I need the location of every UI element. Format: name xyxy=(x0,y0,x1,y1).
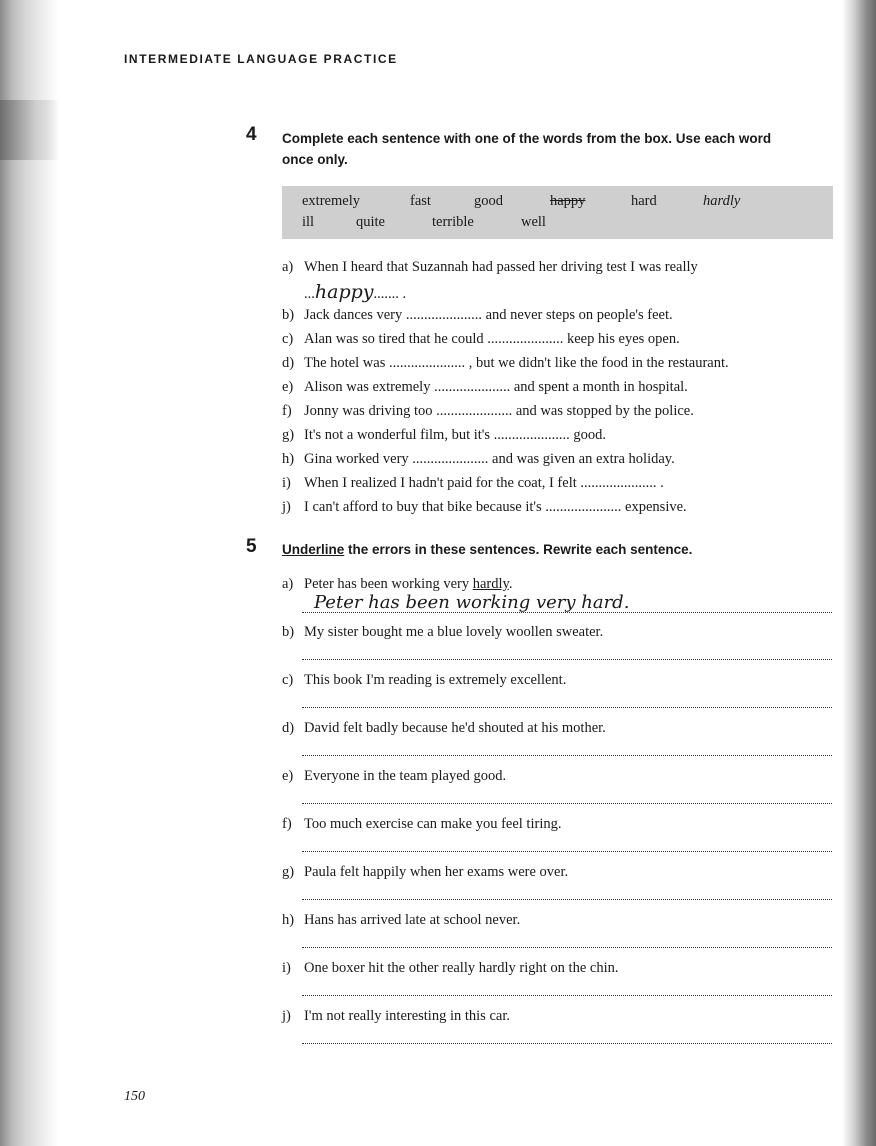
answer-line xyxy=(302,659,832,660)
item-label: b) xyxy=(282,307,295,323)
answer-line xyxy=(302,803,832,804)
ex4-item-e xyxy=(282,379,688,396)
item-text: Everyone in the team played good. xyxy=(304,768,507,784)
item-text: I'm not really interesting in this car. xyxy=(304,1008,510,1024)
word-box-word: well xyxy=(521,214,546,230)
answer-line xyxy=(302,1043,832,1044)
word-box-word: extremely xyxy=(302,193,360,209)
answer-line xyxy=(302,899,832,900)
ex5-item-h xyxy=(282,912,520,929)
ex4-item-j xyxy=(282,499,687,516)
word-box-word: ill xyxy=(302,214,315,230)
ex5-item-b xyxy=(282,624,603,641)
ex4-item-c xyxy=(282,331,680,348)
item-text: Alison was extremely ..................... and spent a month in hospital. xyxy=(304,379,688,395)
ex5-item-f xyxy=(282,816,561,833)
item-text: One boxer hit the other really hardly right on the chin. xyxy=(304,960,619,976)
exercise-5-number: 5 xyxy=(246,536,257,557)
ex5-item-i xyxy=(282,960,618,977)
answer-line xyxy=(302,707,832,708)
ex5-item-d xyxy=(282,720,606,737)
answer-dots-after: ....... . xyxy=(373,286,407,302)
answer-line xyxy=(302,947,832,948)
underlined-error: hardly xyxy=(472,576,509,592)
exercise-4-number: 4 xyxy=(246,124,257,145)
ex5-item-c xyxy=(282,672,566,689)
item-label: h) xyxy=(282,451,295,467)
ex4-item-i xyxy=(282,475,664,492)
ex4-item-b xyxy=(282,307,673,324)
item-label: d) xyxy=(282,720,295,736)
item-text: Jack dances very ..................... and never steps on people's feet. xyxy=(304,307,673,323)
ex4-item-a-answer-line xyxy=(304,281,406,303)
item-label: h) xyxy=(282,912,295,928)
page-binding-shadow-left xyxy=(0,0,58,1146)
ex4-item-a xyxy=(282,259,698,276)
ex4-item-h xyxy=(282,451,675,468)
item-label: j) xyxy=(282,1008,291,1024)
item-label: d) xyxy=(282,355,295,371)
item-text: David felt badly because he'd shouted at his mother. xyxy=(304,720,606,736)
word-box-word: fast xyxy=(410,193,431,209)
item-label: i) xyxy=(282,960,291,976)
ex4-item-d xyxy=(282,355,729,372)
word-box-word: terrible xyxy=(432,214,474,230)
word-box xyxy=(282,186,833,239)
answer-dots-before: ... xyxy=(304,286,315,302)
ex5-item-j xyxy=(282,1008,510,1025)
answer-line xyxy=(302,995,832,996)
item-text: It's not a wonderful film, but it's ..................... good. xyxy=(304,427,607,443)
item-label: f) xyxy=(282,816,292,832)
item-label: a) xyxy=(282,259,294,275)
page-edge-shadow-right xyxy=(842,0,876,1146)
item-text: I can't afford to buy that bike because it's ..................... expensive. xyxy=(304,499,687,515)
item-label: g) xyxy=(282,427,295,443)
ex5-item-g xyxy=(282,864,568,881)
word-box-word: quite xyxy=(356,214,385,230)
instruction-rest: the errors in these sentences. Rewrite each sentence. xyxy=(344,542,693,557)
item-label: a) xyxy=(282,576,294,592)
ex4-item-f xyxy=(282,403,694,420)
page-header: INTERMEDIATE LANGUAGE PRACTICE xyxy=(124,52,398,66)
item-text: The hotel was ..................... , but we didn't like the food in the restaurant. xyxy=(304,355,729,371)
item-label: f) xyxy=(282,403,292,419)
answer-line xyxy=(302,755,832,756)
ex4-item-g xyxy=(282,427,606,444)
exercise-4-instruction-line-2: once only. xyxy=(282,152,348,167)
item-text: Alan was so tired that he could ..................... keep his eyes open. xyxy=(304,331,680,347)
item-text: Paula felt happily when her exams were over. xyxy=(304,864,569,880)
item-text: Peter has been working very xyxy=(304,576,473,592)
item-label: e) xyxy=(282,768,294,784)
exercise-5-instruction xyxy=(282,539,812,560)
item-label: c) xyxy=(282,672,294,688)
word-box-word-used: happy xyxy=(550,193,586,209)
item-label: e) xyxy=(282,379,294,395)
item-text: When I heard that Suzannah had passed her driving test I was really xyxy=(304,259,698,275)
word-box-word: hardly xyxy=(703,193,741,209)
answer-line xyxy=(302,851,832,852)
ex5-item-a xyxy=(282,576,512,593)
handwritten-answer: Peter has been working very hard. xyxy=(314,592,630,613)
item-label: c) xyxy=(282,331,294,347)
item-text: This book I'm reading is extremely excellent. xyxy=(304,672,567,688)
exercise-4-instruction xyxy=(282,128,812,170)
instruction-underline-word: Underline xyxy=(282,542,345,557)
word-box-word: good xyxy=(474,193,503,209)
item-text: Jonny was driving too ..................... and was stopped by the police. xyxy=(304,403,694,419)
item-label: g) xyxy=(282,864,295,880)
answer-line xyxy=(302,612,832,613)
item-label: j) xyxy=(282,499,291,515)
item-text: My sister bought me a blue lovely woollen sweater. xyxy=(304,624,604,640)
page-number: 150 xyxy=(124,1089,145,1104)
item-label: b) xyxy=(282,624,295,640)
item-text: Hans has arrived late at school never. xyxy=(304,912,521,928)
item-text-end: . xyxy=(508,576,513,592)
item-label: i) xyxy=(282,475,291,491)
exercise-4-instruction-line-1: Complete each sentence with one of the words from the box. Use each word xyxy=(282,131,772,146)
ex5-item-e xyxy=(282,768,506,785)
item-text: When I realized I hadn't paid for the coat, I felt ..................... . xyxy=(304,475,664,491)
handwritten-answer: happy xyxy=(314,281,374,303)
item-text: Gina worked very ..................... and was given an extra holiday. xyxy=(304,451,675,467)
item-text: Too much exercise can make you feel tiring. xyxy=(304,816,562,832)
word-box-word: hard xyxy=(631,193,657,209)
